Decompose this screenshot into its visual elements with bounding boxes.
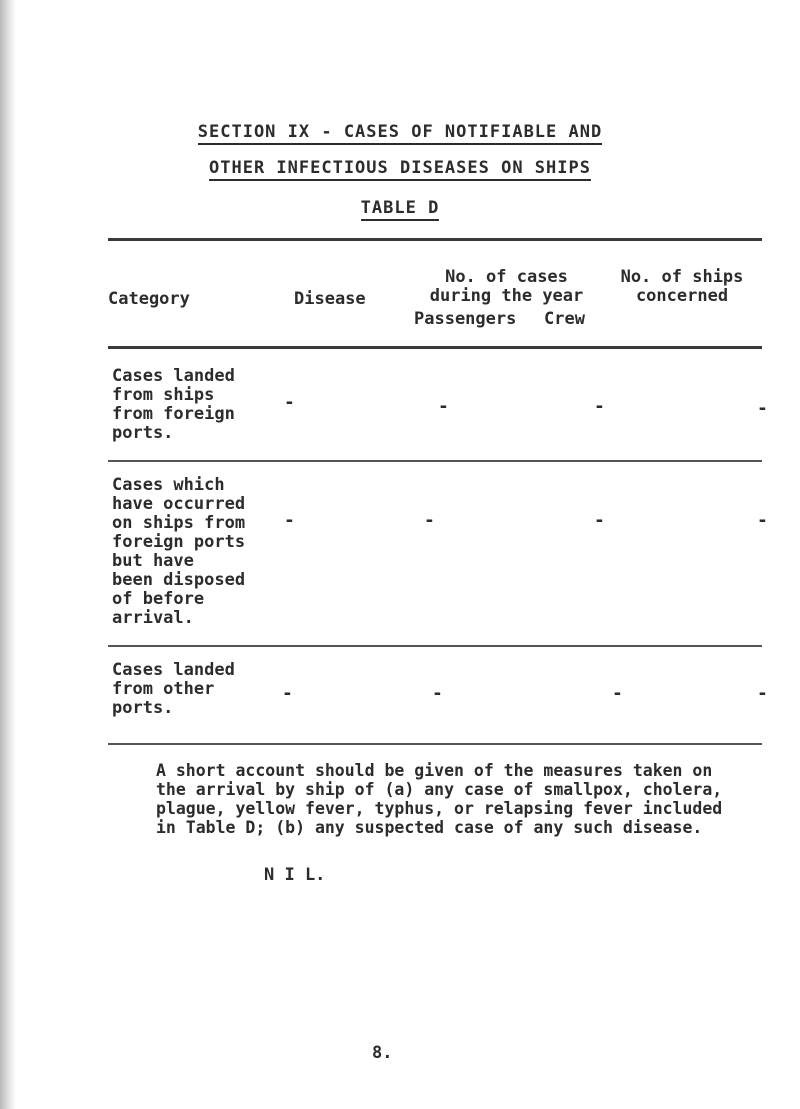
section-subheading: OTHER INFECTIOUS DISEASES ON SHIPS	[0, 158, 800, 178]
category-line: Cases which	[112, 475, 225, 495]
category-line: but have	[112, 551, 194, 571]
row-2-passengers: -	[424, 510, 435, 531]
header-rule	[108, 346, 762, 349]
column-header-disease: Disease	[294, 289, 366, 309]
row-1-passengers: -	[438, 396, 449, 417]
category-line: of before	[112, 589, 205, 609]
category-line: arrival.	[112, 608, 194, 628]
category-line: Cases landed	[112, 660, 235, 680]
column-header-category: Category	[108, 289, 190, 309]
column-header-cases-during-year: No. of cases during the year	[429, 267, 584, 306]
column-header-passengers: Passengers	[414, 309, 517, 329]
note-line: in Table D; (b) any suspected case of any such disease.	[156, 818, 703, 837]
category-line: from ships	[112, 385, 215, 405]
row-2-rule	[108, 645, 762, 647]
row-2-disease: -	[284, 510, 295, 531]
column-header-ships-concerned: No. of ships concerned	[620, 267, 744, 306]
row-3-ships: -	[757, 683, 768, 704]
row-3-disease: -	[282, 683, 293, 704]
row-1-crew: -	[594, 396, 605, 417]
row-2-ships: -	[757, 510, 768, 531]
row-3-passengers: -	[432, 683, 443, 704]
row-3-rule	[108, 743, 762, 745]
note-line: plague, yellow fever, typhus, or relapsing fever included	[156, 799, 723, 818]
row-3-category	[112, 661, 235, 718]
page-number: 8.	[372, 1043, 393, 1063]
category-line: foreign ports	[112, 532, 246, 552]
category-line: ports.	[112, 698, 174, 718]
category-line: ports.	[112, 423, 174, 443]
category-line: Cases landed	[112, 366, 235, 386]
column-header-crew: Crew	[544, 309, 585, 329]
section-heading: SECTION IX - CASES OF NOTIFIABLE AND	[0, 122, 800, 142]
note-line: the arrival by ship of (a) any case of smallpox, cholera,	[156, 780, 723, 799]
category-line: been disposed	[112, 570, 246, 590]
row-1-category	[112, 367, 235, 443]
table-top-rule	[108, 238, 762, 241]
row-1-ships: -	[757, 398, 768, 419]
nil-statement: N I L.	[264, 865, 326, 885]
row-1-rule	[108, 460, 762, 462]
category-line: on ships from	[112, 513, 246, 533]
table-title: TABLE D	[0, 198, 800, 218]
row-1-disease: -	[284, 392, 295, 413]
category-line: have occurred	[112, 494, 246, 514]
row-2-category	[112, 476, 245, 628]
category-line: from other	[112, 679, 215, 699]
row-3-crew: -	[612, 683, 623, 704]
note-line: A short account should be given of the measures taken on	[156, 761, 713, 780]
note-paragraph	[156, 761, 766, 837]
row-2-crew: -	[594, 510, 605, 531]
category-line: from foreign	[112, 404, 235, 424]
